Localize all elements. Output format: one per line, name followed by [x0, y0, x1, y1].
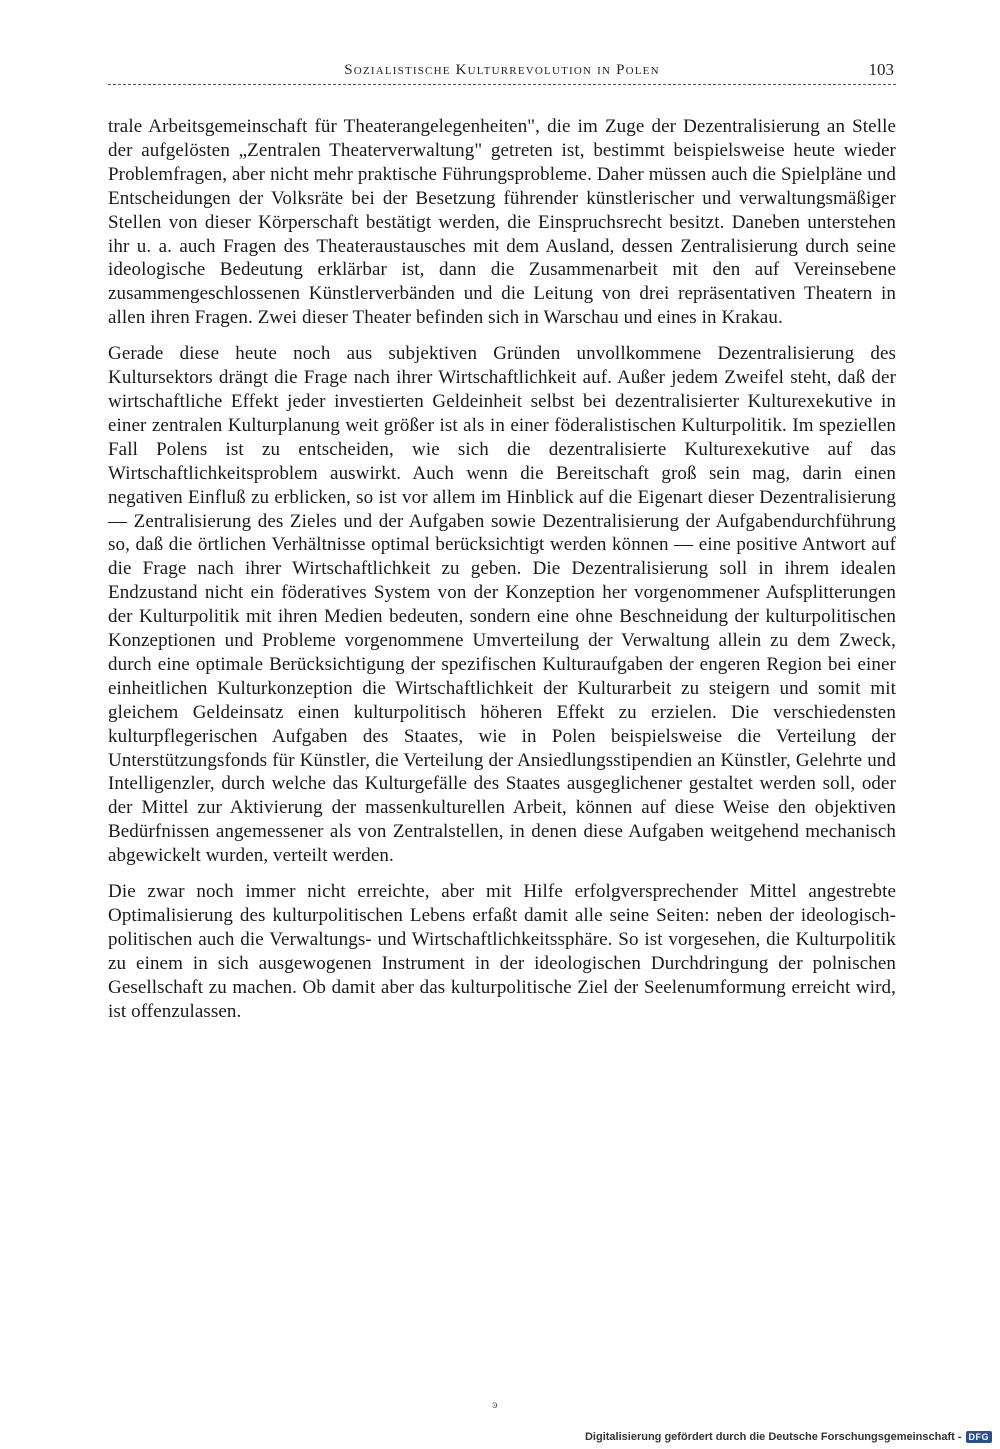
- stray-mark: ͽ: [492, 1400, 498, 1411]
- page-number: 103: [868, 60, 894, 79]
- paragraph-2: Gerade diese heute noch aus subjektiven Gründen unvollkommene Dezentralisierung des Kultursektors drängt die Frage nach ihrer Wirtschaftlichkeit auf. Außer jedem Zweifel steht, daß der wirtschaftliche Effekt jeder investierten Geldeinheit selbst bei dezentralisierter Kulturexekutive in einer zentralen Kulturplanung weit größer ist als in einer föderalistischen Kulturpolitik. Im speziellen Fall Polens ist zu entscheiden, wie sich die dezentralisierte Kulturexekutive auf das Wirtschaftlichkeitsproblem auswirkt. Auch wenn die Bereitschaft groß sein mag, darin einen negativen Einfluß zu erblicken, so ist vor allem im Hinblick auf die Eigenart dieser Dezentralisierung — Zentralisierung des Zieles und der Aufgaben sowie Dezentralisierung der Aufgabendurchführung so, daß die örtlichen Verhältnisse optimal berücksichtigt werden können — eine positive Antwort auf die Frage nach ihrer Wirtschaftlichkeit zu geben. Die Dezentralisierung soll in ihrem idealen Endzustand nicht ein föderatives System von der Konzeption her vorgenommener Aufsplitterungen der Kulturpolitik mit ihren Medien bedeuten, sondern eine ohne Beschneidung der kulturpolitischen Konzeptionen und Probleme vorgenommene Umverteilung der Verwaltung allein zu dem Zweck, durch eine optimale Berücksichtigung der spezifischen Kulturaufgaben der engeren Region bei einer einheitlichen Kulturkonzeption die Wirtschaftlichkeit der Kulturarbeit zu steigern und somit mit gleichem Geldeinsatz einen kulturpolitisch höheren Effekt zu erzielen. Die verschiedensten kulturpflegerischen Aufgaben des Staates, wie in Polen beispielsweise die Verteilung der Unterstützungsfonds für Künstler, die Verteilung der Ansiedlungsstipendien an Künstler, Gelehrte und Intelligenzler, durch welche das Kulturgefälle des Staates ausgeglichener gestaltet werden soll, oder der Mittel zur Aktivierung der massenkulturellen Arbeit, können auf diese Weise den objektiven Bedürfnissen angemessener als von Zentralstellen, in denen diese Aufgaben weitgehend mechanisch abgewickelt wurden, verteilt werden.: [108, 343, 896, 867]
- running-header: [108, 60, 896, 86]
- digitization-credit: [585, 1431, 992, 1443]
- paragraph-3: Die zwar noch immer nicht erreichte, aber mit Hilfe erfolgversprechender Mittel angestrebte Optimalisierung des kulturpolitischen Lebens erfaßt damit alle seine Seiten: neben der ideologisch-politischen auch die Verwaltungs- und Wirtschaftlichkeitssphäre. So ist vorgesehen, die Kulturpolitik zu einem in sich ausgewogenen Instrument in der ideologischen Durchdringung der polnischen Gesellschaft zu machen. Ob damit aber das kulturpolitische Ziel der Seelenumformung erreicht wird, ist offenzulassen.: [108, 881, 896, 1022]
- dfg-logo-icon: DFG: [966, 1431, 993, 1443]
- running-title: Sozialistische Kulturrevolution in Polen: [344, 62, 660, 78]
- body-text: [108, 115, 896, 1036]
- paragraph-1: trale Arbeitsgemeinschaft für Theaterangelegenheiten", die im Zuge der Dezentralisierung an Stelle der aufgelösten „Zentralen Theaterverwaltung" getreten ist, bestimmt beispielsweise heute wieder Problemfragen, aber nicht mehr praktische Führungsprobleme. Daher müssen auch die Spielpläne und Entscheidungen der Volksräte bei der Besetzung führender künstlerischer und verwaltungsmäßiger Stellen von dieser Körperschaft bestätigt werden, die Einspruchsrecht besitzt. Daneben unterstehen ihr u. a. auch Fragen des Theateraustausches mit dem Ausland, dessen Zentralisierung durch seine ideologische Bedeutung erklärbar ist, dann die Zusammenarbeit mit den auf Vereinsebene zusammengeschlossenen Künstlerverbänden und die Leitung von drei repräsentativen Theatern in allen ihren Fragen. Zwei dieser Theater befinden sich in Warschau und eines in Krakau.: [108, 116, 896, 329]
- header-rule: [108, 84, 896, 85]
- credit-text: Digitalisierung gefördert durch die Deutsche Forschungsgemeinschaft -: [584, 1431, 962, 1443]
